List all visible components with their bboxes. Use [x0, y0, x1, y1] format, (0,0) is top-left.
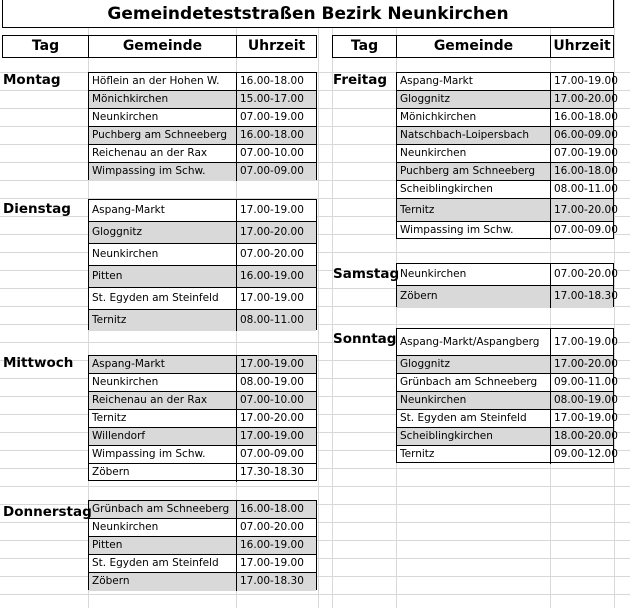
cell-gemeinde[interactable]: Wimpassing im Schw.	[89, 446, 237, 464]
table-row	[89, 392, 316, 410]
cell-gemeinde[interactable]: Grünbach am Schneeberg	[397, 374, 551, 392]
cell-uhrzeit[interactable]: 17.00-19.00	[237, 555, 316, 573]
cell-uhrzeit[interactable]: 07.00-19.00	[551, 145, 613, 163]
day-block-montag	[88, 72, 317, 180]
table-row	[397, 286, 618, 308]
cell-gemeinde[interactable]: Reichenau an der Rax	[89, 392, 237, 410]
cell-uhrzeit[interactable]: 06.00-09.00	[551, 127, 613, 145]
cell-gemeinde[interactable]: Zöbern	[89, 573, 237, 591]
cell-uhrzeit[interactable]: 07.00-19.00	[237, 109, 316, 127]
cell-gemeinde[interactable]: Aspang-Markt	[89, 356, 237, 374]
grid-column-line	[318, 0, 319, 608]
cell-gemeinde[interactable]: Neunkirchen	[397, 392, 551, 410]
table-row	[89, 374, 316, 392]
cell-gemeinde[interactable]: St. Egyden am Steinfeld	[89, 288, 237, 310]
day-block-mittwoch	[88, 355, 317, 481]
cell-uhrzeit[interactable]: 16.00-18.00	[237, 73, 316, 91]
cell-uhrzeit[interactable]: 07.00-10.00	[237, 392, 316, 410]
table-row	[397, 410, 618, 428]
cell-gemeinde[interactable]: Puchberg am Schneeberg	[397, 163, 551, 181]
table-row	[397, 91, 618, 109]
table-row	[397, 73, 618, 91]
table-row	[397, 109, 618, 127]
cell-gemeinde[interactable]: Neunkirchen	[397, 145, 551, 163]
header-tag-left: Tag	[2, 35, 89, 58]
cell-gemeinde[interactable]: Grünbach am Schneeberg	[89, 501, 237, 519]
table-row	[89, 310, 316, 331]
table-row	[397, 163, 618, 181]
table-row	[89, 266, 316, 288]
cell-uhrzeit[interactable]: 17.00-19.00	[551, 73, 613, 91]
cell-uhrzeit[interactable]: 17.00-20.00	[551, 91, 613, 109]
cell-uhrzeit[interactable]: 08.00-19.00	[551, 392, 613, 410]
cell-gemeinde[interactable]: Zöbern	[397, 286, 551, 308]
header-gemeinde-right: Gemeinde	[396, 35, 551, 58]
day-label-mittwoch[interactable]: Mittwoch	[3, 355, 74, 371]
cell-uhrzeit[interactable]: 09.00-12.00	[554, 448, 618, 460]
table-row	[89, 410, 316, 428]
day-block-freitag	[396, 72, 618, 239]
table-row	[397, 428, 618, 446]
cell-uhrzeit[interactable]: 07.00-09.00	[240, 165, 304, 177]
table-row	[89, 446, 316, 464]
cell-gemeinde[interactable]: Scheiblingkirchen	[397, 428, 551, 446]
cell-uhrzeit[interactable]: 17.00-20.00	[237, 410, 316, 428]
table-row	[397, 127, 618, 145]
cell-gemeinde[interactable]: Pitten	[89, 537, 237, 555]
header-gemeinde-left: Gemeinde	[88, 35, 237, 58]
day-label-sonntag[interactable]: Sonntag	[333, 331, 397, 347]
table-row	[397, 181, 618, 199]
cell-gemeinde[interactable]: Ternitz	[89, 310, 237, 331]
cell-gemeinde[interactable]: Gloggnitz	[397, 356, 551, 374]
cell-gemeinde[interactable]: Aspang-Markt	[397, 73, 551, 91]
cell-gemeinde[interactable]: Zöbern	[89, 464, 237, 482]
day-label-donnerstag[interactable]: Donnerstag	[3, 504, 92, 520]
cell-uhrzeit[interactable]: 16.00-18.00	[551, 163, 613, 181]
cell-gemeinde[interactable]: Neunkirchen	[89, 374, 237, 392]
cell-uhrzeit[interactable]: 16.00-18.00	[551, 109, 613, 127]
cell-uhrzeit[interactable]: 17.00-20.00	[551, 356, 613, 374]
cell-uhrzeit[interactable]: 17.00-19.00	[551, 329, 613, 356]
cell-gemeinde[interactable]: Scheiblingkirchen	[397, 181, 551, 199]
cell-gemeinde[interactable]: Neunkirchen	[397, 264, 551, 286]
cell-gemeinde[interactable]: Natschbach-Loipersbach	[397, 127, 551, 145]
table-row	[397, 145, 618, 163]
table-row	[89, 501, 316, 519]
table-row	[89, 145, 316, 163]
table-row	[89, 519, 316, 537]
day-block-donnerstag	[88, 500, 317, 590]
table-row	[397, 392, 618, 410]
day-label-dienstag[interactable]: Dienstag	[3, 201, 71, 217]
day-label-freitag[interactable]: Freitag	[333, 72, 388, 88]
cell-uhrzeit[interactable]: 17.00-19.00	[551, 410, 613, 428]
table-row	[89, 127, 316, 145]
table-row	[89, 555, 316, 573]
cell-uhrzeit[interactable]: 18.00-20.00	[551, 428, 613, 446]
table-row	[397, 329, 618, 356]
cell-uhrzeit[interactable]: 17.00-19.00	[237, 356, 316, 374]
cell-gemeinde[interactable]: Neunkirchen	[89, 244, 237, 266]
cell-uhrzeit[interactable]: 16.00-19.00	[237, 266, 316, 288]
table-row	[89, 222, 316, 244]
table-row	[397, 199, 618, 222]
cell-gemeinde[interactable]: St. Egyden am Steinfeld	[89, 555, 237, 573]
cell-gemeinde[interactable]: Ternitz	[397, 446, 551, 464]
table-row	[89, 163, 316, 181]
cell-gemeinde[interactable]: Ternitz	[397, 199, 551, 222]
table-row	[89, 573, 316, 591]
cell-gemeinde[interactable]: Aspang-Markt/Aspangberg	[397, 329, 551, 356]
cell-uhrzeit[interactable]: 07.00-20.00	[551, 264, 613, 286]
cell-gemeinde[interactable]: St. Egyden am Steinfeld	[397, 410, 551, 428]
cell-uhrzeit[interactable]: 09.00-11.00	[551, 374, 613, 392]
cell-gemeinde[interactable]: Wimpassing im Schw.	[89, 163, 237, 181]
cell-uhrzeit[interactable]: 17.00-19.00	[237, 200, 316, 222]
cell-uhrzeit[interactable]: 07.00-09.00	[554, 224, 618, 236]
cell-uhrzeit[interactable]: 17.00-18.30	[554, 290, 618, 302]
day-block-dienstag	[88, 199, 317, 330]
table-row	[89, 73, 316, 91]
cell-gemeinde[interactable]: Mönichkirchen	[397, 109, 551, 127]
table-row	[89, 91, 316, 109]
day-label-montag[interactable]: Montag	[3, 72, 61, 88]
cell-gemeinde[interactable]: Ternitz	[89, 410, 237, 428]
cell-gemeinde[interactable]: Reichenau an der Rax	[89, 145, 237, 163]
cell-uhrzeit[interactable]: 07.00-09.00	[237, 446, 316, 464]
cell-uhrzeit[interactable]: 16.00-18.00	[237, 127, 316, 145]
cell-gemeinde[interactable]: Willendorf	[89, 428, 237, 446]
cell-uhrzeit[interactable]: 07.00-20.00	[237, 244, 316, 266]
cell-gemeinde[interactable]: Pitten	[89, 266, 237, 288]
page-title: Gemeindeteststraßen Bezirk Neunkirchen	[2, 0, 614, 28]
cell-uhrzeit[interactable]: 16.00-18.00	[237, 501, 316, 519]
table-row	[89, 244, 316, 266]
grid-row-line	[0, 594, 630, 595]
cell-gemeinde[interactable]: Höflein an der Hohen W.	[89, 73, 237, 91]
cell-uhrzeit[interactable]: 17.00-19.00	[237, 428, 316, 446]
cell-gemeinde[interactable]: Neunkirchen	[89, 109, 237, 127]
cell-uhrzeit[interactable]: 07.00-10.00	[237, 145, 316, 163]
cell-gemeinde[interactable]: Mönichkirchen	[89, 91, 237, 109]
grid-column-line	[332, 0, 333, 608]
cell-uhrzeit[interactable]: 17.00-20.00	[551, 199, 613, 222]
day-label-samstag[interactable]: Samstag	[333, 266, 400, 282]
cell-uhrzeit[interactable]: 08.00-11.00	[551, 181, 613, 199]
cell-uhrzeit[interactable]: 08.00-19.00	[237, 374, 316, 392]
cell-gemeinde[interactable]: Gloggnitz	[397, 91, 551, 109]
table-row	[397, 264, 618, 286]
table-row	[397, 356, 618, 374]
cell-uhrzeit[interactable]: 17.00-18.30	[240, 575, 304, 587]
header-tag-right: Tag	[332, 35, 397, 58]
cell-gemeinde[interactable]: Aspang-Markt	[89, 200, 237, 222]
table-row	[397, 374, 618, 392]
header-uhrzeit-left: Uhrzeit	[236, 35, 317, 58]
table-row	[89, 200, 316, 222]
cell-uhrzeit[interactable]: 17.30-18.30	[240, 466, 304, 478]
cell-uhrzeit[interactable]: 17.00-20.00	[237, 222, 316, 244]
cell-uhrzeit[interactable]: 16.00-19.00	[237, 537, 316, 555]
table-row	[89, 109, 316, 127]
cell-uhrzeit[interactable]: 08.00-11.00	[240, 314, 304, 326]
cell-gemeinde[interactable]: Gloggnitz	[89, 222, 237, 244]
table-row	[89, 288, 316, 310]
day-block-samstag	[396, 263, 618, 307]
table-row	[89, 428, 316, 446]
grid-row-line	[0, 486, 630, 487]
cell-gemeinde[interactable]: Wimpassing im Schw.	[397, 222, 551, 240]
table-row	[89, 464, 316, 482]
cell-uhrzeit[interactable]: 17.00-19.00	[237, 288, 316, 310]
cell-uhrzeit[interactable]: 15.00-17.00	[237, 91, 316, 109]
cell-gemeinde[interactable]: Neunkirchen	[89, 519, 237, 537]
cell-uhrzeit[interactable]: 07.00-20.00	[237, 519, 316, 537]
day-block-sonntag	[396, 328, 618, 463]
cell-gemeinde[interactable]: Puchberg am Schneeberg	[89, 127, 237, 145]
table-row	[89, 356, 316, 374]
table-row	[397, 446, 618, 464]
header-uhrzeit-right: Uhrzeit	[550, 35, 614, 58]
table-row	[89, 537, 316, 555]
table-row	[397, 222, 618, 240]
